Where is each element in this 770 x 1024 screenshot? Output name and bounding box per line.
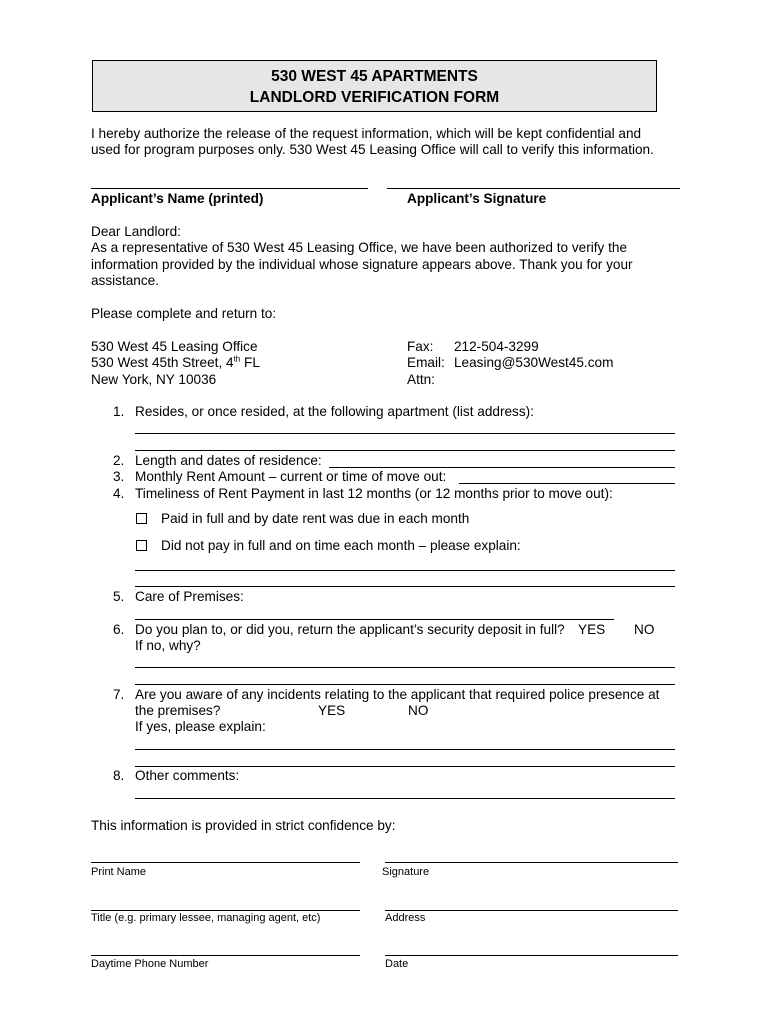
fax-label: Fax: [407, 339, 434, 354]
applicant-name-field[interactable] [91, 188, 368, 189]
q4-explain-line-2[interactable] [135, 586, 675, 587]
form-title-line2: LANDLORD VERIFICATION FORM [249, 89, 500, 106]
q2-number: 2. [113, 453, 125, 468]
q2-text: Length and dates of residence: [135, 453, 322, 468]
q3-number: 3. [113, 469, 125, 484]
q1-text: Resides, or once resided, at the following apartment (list address): [135, 404, 534, 419]
q4-not-paid-checkbox[interactable] [136, 540, 147, 551]
email-value: Leasing@530West45.com [454, 355, 614, 370]
q4-not-paid-label: Did not pay in full and on time each month – please explain: [161, 538, 521, 553]
form-title-line1: 530 WEST 45 APARTMENTS [271, 68, 478, 85]
q6-answer-line-1[interactable] [135, 667, 675, 668]
q6-no-option[interactable]: NO [634, 622, 655, 637]
contact-office: 530 West 45 Leasing Office [91, 339, 258, 354]
q7-text-line2: the premises? [135, 703, 221, 718]
attn-label: Attn: [407, 372, 435, 387]
address-field[interactable] [385, 910, 678, 911]
email-label: Email: [407, 355, 445, 370]
q2-answer-line[interactable] [329, 467, 675, 468]
letter-body-line3: assistance. [91, 273, 160, 288]
q7-text-line1: Are you aware of any incidents relating to the applicant that required police presence at [135, 687, 660, 702]
phone-field[interactable] [91, 955, 360, 956]
address-label: Address [385, 912, 426, 924]
q8-answer-line[interactable] [135, 798, 675, 799]
print-name-field[interactable] [91, 862, 360, 863]
q7-no-option[interactable]: NO [408, 703, 429, 718]
signature-label: Signature [382, 866, 430, 878]
q8-text: Other comments: [135, 768, 240, 783]
q1-answer-line-2[interactable] [135, 450, 675, 451]
applicant-name-label: Applicant’s Name (printed) [91, 191, 264, 206]
q7-number: 7. [113, 687, 125, 702]
form-title-box [92, 60, 657, 112]
q4-text: Timeliness of Rent Payment in last 12 months (or 12 months prior to move out): [135, 486, 613, 501]
date-label: Date [385, 958, 409, 970]
applicant-signature-field[interactable] [387, 188, 680, 189]
date-field[interactable] [385, 955, 678, 956]
q6-answer-line-2[interactable] [135, 684, 675, 685]
q4-paid-checkbox[interactable] [136, 513, 147, 524]
intro-line1: I hereby authorize the release of the request information, which will be kept confidential and [91, 126, 642, 141]
q6-text: Do you plan to, or did you, return the applicant’s security deposit in full? [135, 622, 565, 637]
signature-field[interactable] [385, 862, 678, 863]
letter-salutation: Dear Landlord: [91, 224, 181, 239]
letter-body-line1: As a representative of 530 West 45 Leasing Office, we have been authorized to verify the [91, 240, 628, 255]
q5-number: 5. [113, 589, 125, 604]
fax-value: 212-504-3299 [454, 339, 539, 354]
title-field[interactable] [91, 910, 360, 911]
q7-yes-option[interactable]: YES [318, 703, 346, 718]
q6-yes-option[interactable]: YES [578, 622, 606, 637]
phone-label: Daytime Phone Number [91, 958, 209, 970]
confidence-statement: This information is provided in strict confidence by: [91, 818, 396, 833]
q1-answer-line-1[interactable] [135, 433, 675, 434]
q5-answer-line[interactable] [135, 619, 614, 620]
q3-text: Monthly Rent Amount – current or time of move out: [135, 469, 447, 484]
q3-answer-line[interactable] [459, 483, 675, 484]
q7-answer-line-1[interactable] [135, 749, 675, 750]
return-prompt: Please complete and return to: [91, 306, 277, 321]
intro-line2: used for program purposes only. 530 West 45 Leasing Office will call to verify this information. [91, 142, 654, 157]
title-label: Title (e.g. primary lessee, managing agent, etc) [91, 912, 321, 924]
q8-number: 8. [113, 768, 125, 783]
letter-body-line2: information provided by the individual whose signature appears above. Thank you for your [91, 257, 633, 272]
q7-followup: If yes, please explain: [135, 719, 266, 734]
q4-number: 4. [113, 486, 125, 501]
contact-street: 530 West 45th Street, 4th FL [91, 354, 260, 370]
print-name-label: Print Name [91, 866, 147, 878]
applicant-signature-label: Applicant’s Signature [407, 191, 547, 206]
contact-city: New York, NY 10036 [91, 372, 217, 387]
q6-followup: If no, why? [135, 638, 201, 653]
q1-number: 1. [113, 404, 125, 419]
q5-text: Care of Premises: [135, 589, 244, 604]
q6-number: 6. [113, 622, 125, 637]
q4-explain-line-1[interactable] [135, 570, 675, 571]
q4-paid-label: Paid in full and by date rent was due in each month [161, 511, 470, 526]
q7-answer-line-2[interactable] [135, 766, 675, 767]
